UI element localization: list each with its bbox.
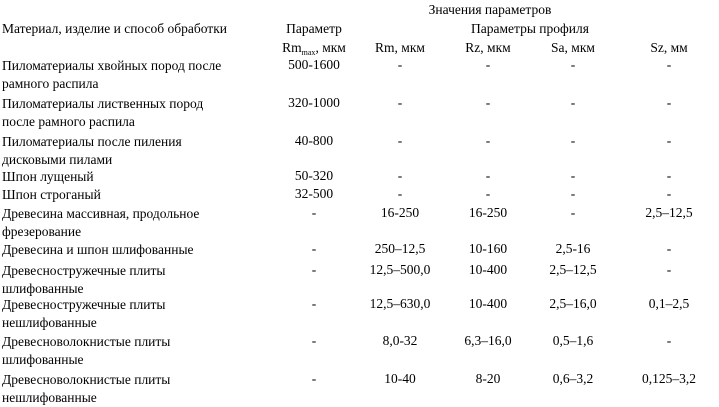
- row-material-label: [2, 262, 166, 298]
- cell-rmmax: 320-1000: [288, 95, 340, 110]
- cell-sa: 0,6–3,2: [552, 371, 594, 386]
- cell-rm: 12,5–500,0: [369, 262, 431, 277]
- row-material-label: [2, 205, 199, 241]
- cell-rm: 12,5–630,0: [369, 296, 431, 311]
- cell-rz: -: [485, 95, 491, 110]
- param-subscript: max: [301, 48, 316, 57]
- material-line: Древесина и шпон шлифованные: [2, 242, 194, 257]
- material-line: шлифованные: [2, 281, 84, 296]
- cell-sa: 2,5–16,0: [549, 296, 597, 311]
- cell-sz: 0,1–2,5: [648, 296, 690, 311]
- material-line: дисковыми пилами: [2, 152, 113, 167]
- param-unit: , мкм: [315, 40, 346, 55]
- material-line: фрезерование: [2, 224, 82, 239]
- material-line: Древесноволокнистые плиты: [2, 372, 171, 387]
- material-line: Древесина массивная, продольное: [2, 206, 200, 221]
- cell-rm: -: [397, 57, 403, 72]
- row-material-label: [2, 241, 194, 259]
- row-material-label: [2, 296, 166, 332]
- cell-rz: -: [485, 57, 491, 72]
- col-header-rz: Rz, мкм: [465, 40, 511, 55]
- cell-rm: 10-40: [384, 371, 416, 386]
- cell-rmmax: -: [311, 262, 317, 277]
- cell-sz: -: [666, 133, 672, 148]
- cell-sa: -: [570, 205, 576, 220]
- cell-rz: 8-20: [475, 371, 501, 386]
- material-line: Древесностружечные плиты: [2, 263, 166, 278]
- cell-sz: -: [666, 95, 672, 110]
- cell-rz: 16-250: [468, 205, 508, 220]
- cell-rmmax: 50-320: [294, 168, 334, 183]
- cell-rz: 10-400: [468, 262, 508, 277]
- cell-rm: -: [397, 95, 403, 110]
- cell-rmmax: -: [311, 296, 317, 311]
- cell-sz: 2,5–12,5: [645, 205, 693, 220]
- param-header-line1: Параметр: [286, 21, 342, 36]
- material-line: шлифованные: [2, 352, 84, 367]
- cell-rmmax: 32-500: [294, 186, 334, 201]
- cell-rm: -: [397, 186, 403, 201]
- cell-rmmax: -: [311, 241, 317, 256]
- material-line: Шпон строганый: [2, 187, 101, 202]
- cell-rm: 16-250: [380, 205, 420, 220]
- cell-sa: -: [570, 95, 576, 110]
- col-header-rm: Rm, мкм: [375, 40, 425, 55]
- cell-rz: -: [485, 168, 491, 183]
- cell-rmmax: -: [311, 205, 317, 220]
- cell-rmmax: 40-800: [294, 133, 334, 148]
- row-material-label: [2, 333, 170, 369]
- values-title: Значения параметров: [428, 2, 552, 17]
- row-material-label: [2, 168, 94, 186]
- material-line: Шпон лущеный: [2, 169, 94, 184]
- material-line: Древесноволокнистые плиты: [2, 334, 171, 349]
- material-column-header: Материал, изделие и способ обработки: [2, 21, 227, 36]
- cell-rm: -: [397, 133, 403, 148]
- cell-rz: 10-400: [468, 296, 508, 311]
- cell-sa: -: [570, 133, 576, 148]
- material-line: Древесностружечные плиты: [2, 297, 166, 312]
- cell-sa: 2,5–12,5: [549, 262, 597, 277]
- cell-rm: 250–12,5: [374, 241, 426, 256]
- cell-sa: -: [570, 57, 576, 72]
- cell-sz: 0,125–3,2: [642, 371, 696, 386]
- material-line: Пиломатериалы после пиления: [2, 134, 182, 149]
- material-line: Пиломатериалы лиственных пород: [2, 96, 204, 111]
- row-material-label: [2, 371, 170, 407]
- cell-sz: -: [666, 168, 672, 183]
- cell-rmmax: 500-1600: [288, 57, 340, 72]
- cell-sa: 0,5–1,6: [552, 333, 594, 348]
- cell-sz: -: [666, 241, 672, 256]
- cell-sa: 2,5-16: [555, 241, 591, 256]
- cell-sz: -: [666, 333, 672, 348]
- material-line: Пиломатериалы хвойных пород после: [2, 58, 222, 73]
- cell-sz: -: [666, 186, 672, 201]
- cell-sz: -: [666, 57, 672, 72]
- material-line: нешлифованные: [2, 390, 97, 405]
- cell-rz: 10-160: [468, 241, 508, 256]
- cell-sa: -: [570, 168, 576, 183]
- cell-rm: 8,0-32: [382, 333, 418, 348]
- cell-sz: -: [666, 262, 672, 277]
- cell-rmmax: -: [311, 371, 317, 386]
- row-material-label: [2, 95, 203, 131]
- row-material-label: [2, 186, 101, 204]
- cell-rmmax: -: [311, 333, 317, 348]
- profile-params-title: Параметры профиля: [471, 21, 589, 36]
- col-header-sa: Sa, мкм: [551, 40, 595, 55]
- cell-rz: 6,3–16,0: [464, 333, 512, 348]
- col-header-sz: Sz, мм: [650, 40, 688, 55]
- cell-rz: -: [485, 186, 491, 201]
- param-symbol: Rm: [282, 40, 302, 55]
- row-material-label: [2, 57, 221, 93]
- cell-rz: -: [485, 133, 491, 148]
- material-line: рамного распила: [2, 76, 99, 91]
- material-line: нешлифованные: [2, 315, 97, 330]
- row-material-label: [2, 133, 182, 169]
- cell-sa: -: [570, 186, 576, 201]
- cell-rm: -: [397, 168, 403, 183]
- material-line: после рамного распила: [2, 114, 135, 129]
